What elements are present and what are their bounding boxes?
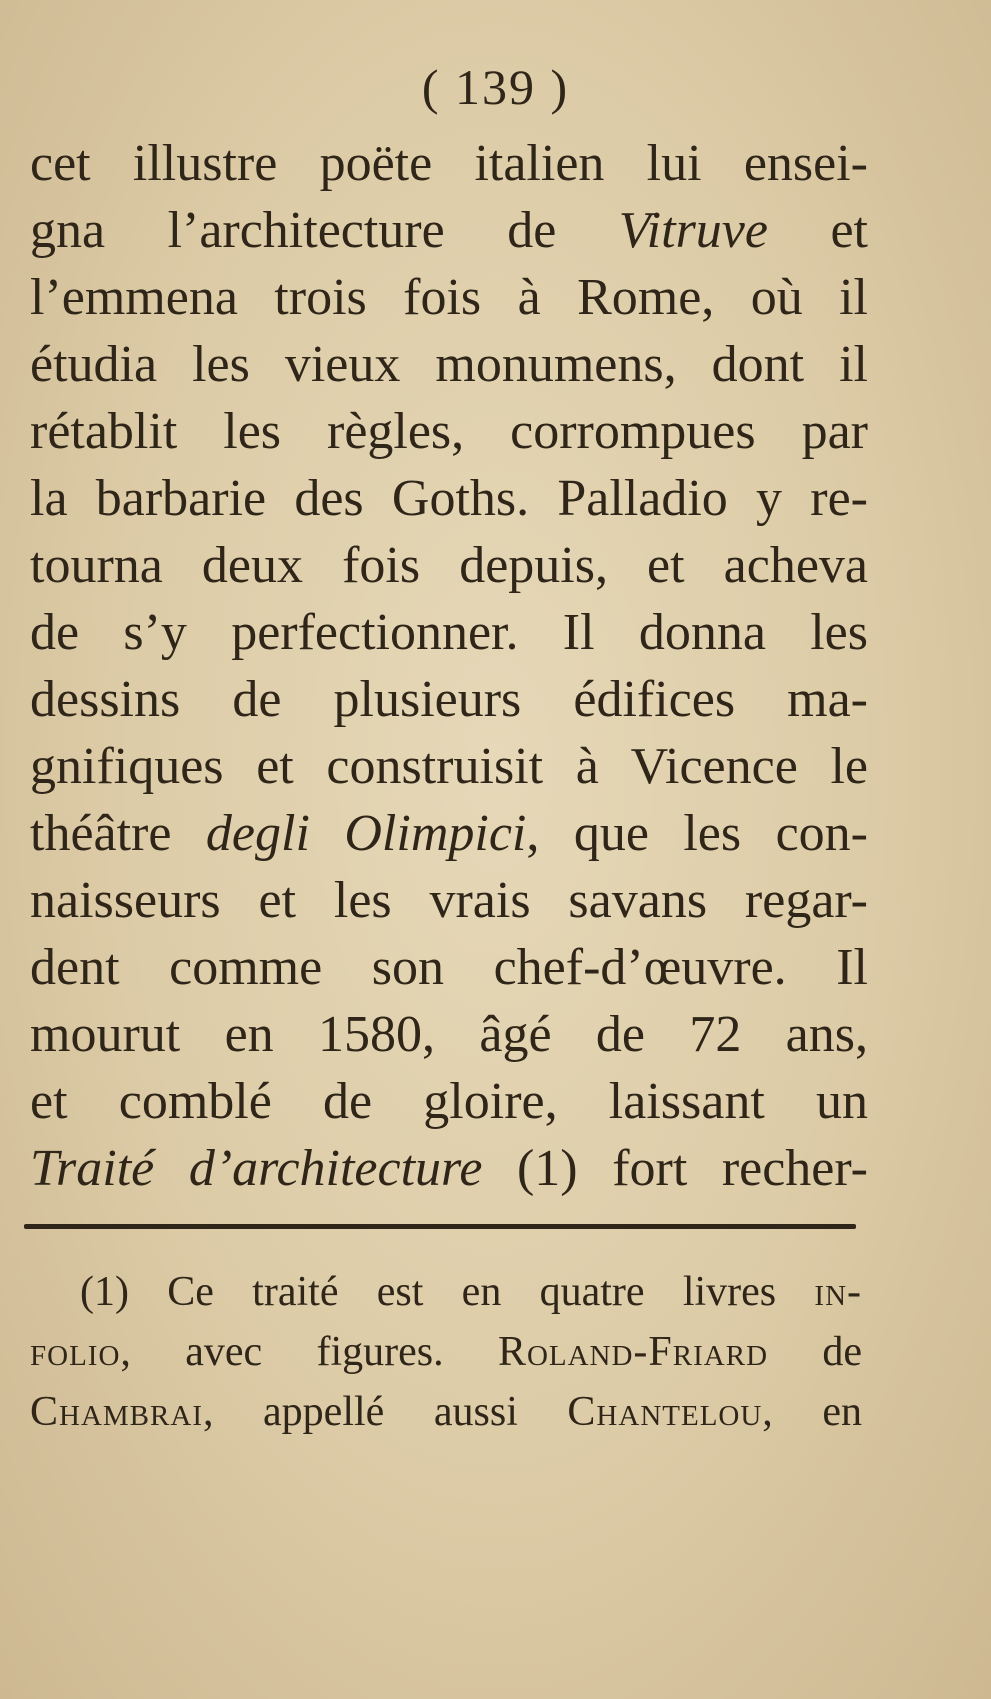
text-line [30,197,868,264]
text-line [30,666,868,733]
author-name: Chantelou [567,1389,763,1435]
text-line [30,398,868,465]
text-span: gna l’architecture de [30,202,619,259]
text-span: gnifiques et construisit à Vicence le [30,738,868,795]
italic-text: degli Olimpici [205,805,527,862]
text-line [30,264,868,331]
footnote [30,1262,862,1442]
small-caps-text: folio [30,1329,121,1375]
text-span: étudia les vieux monumens, dont il [30,336,868,393]
text-line [30,1135,868,1202]
text-line [30,532,868,599]
text-span: cet illustre poëte italien lui ensei- [30,135,868,192]
page-number: ( 139 ) [421,59,570,115]
small-caps-text: in- [814,1269,862,1315]
text-span: rétablit les règles, corrompues par [30,403,868,460]
footnote-line [30,1322,862,1382]
italic-text: Vitruve [618,202,768,259]
author-name: Chambrai [30,1389,203,1435]
text-span: de [768,1329,862,1375]
text-span: dent comme son chef-d’œuvre. Il [30,939,868,996]
text-line [30,130,868,197]
text-span: , appellé aussi [202,1389,568,1435]
text-span: mourut en 1580, âgé de 72 ans, [30,1006,868,1063]
italic-text: Traité d’architecture [30,1140,483,1197]
text-span: de s’y perfectionner. Il donna les [30,604,868,661]
text-span: et comblé de gloire, laissant un [30,1073,868,1130]
text-span: et [767,202,868,259]
footnote-line [30,1382,862,1442]
text-span: (1) Ce traité est en quatre livres [80,1269,815,1315]
text-span: la barbarie des Goths. Palladio y re- [30,470,868,527]
text-line [30,599,868,666]
text-line [30,867,868,934]
text-span: , avec figures. [120,1329,498,1375]
text-line [30,331,868,398]
text-line [30,465,868,532]
text-line [30,733,868,800]
text-line [30,1001,868,1068]
text-span: tourna deux fois depuis, et acheva [30,537,868,594]
footnote-rule [24,1224,856,1229]
text-span: théâtre [30,805,206,862]
text-span: , que les con- [526,805,868,862]
text-span: (1) fort recher- [482,1140,868,1197]
text-line [30,800,868,867]
text-span: l’emmena trois fois à Rome, où il [30,269,868,326]
text-span: dessins de plusieurs édifices ma- [30,671,868,728]
text-span: , en [762,1389,862,1435]
author-name: Roland-Friard [497,1329,769,1375]
text-span: naisseurs et les vrais savans regar- [30,872,868,929]
text-line [30,1068,868,1135]
footnote-line [30,1262,862,1322]
text-line [30,934,868,1001]
body-text [30,130,868,1202]
